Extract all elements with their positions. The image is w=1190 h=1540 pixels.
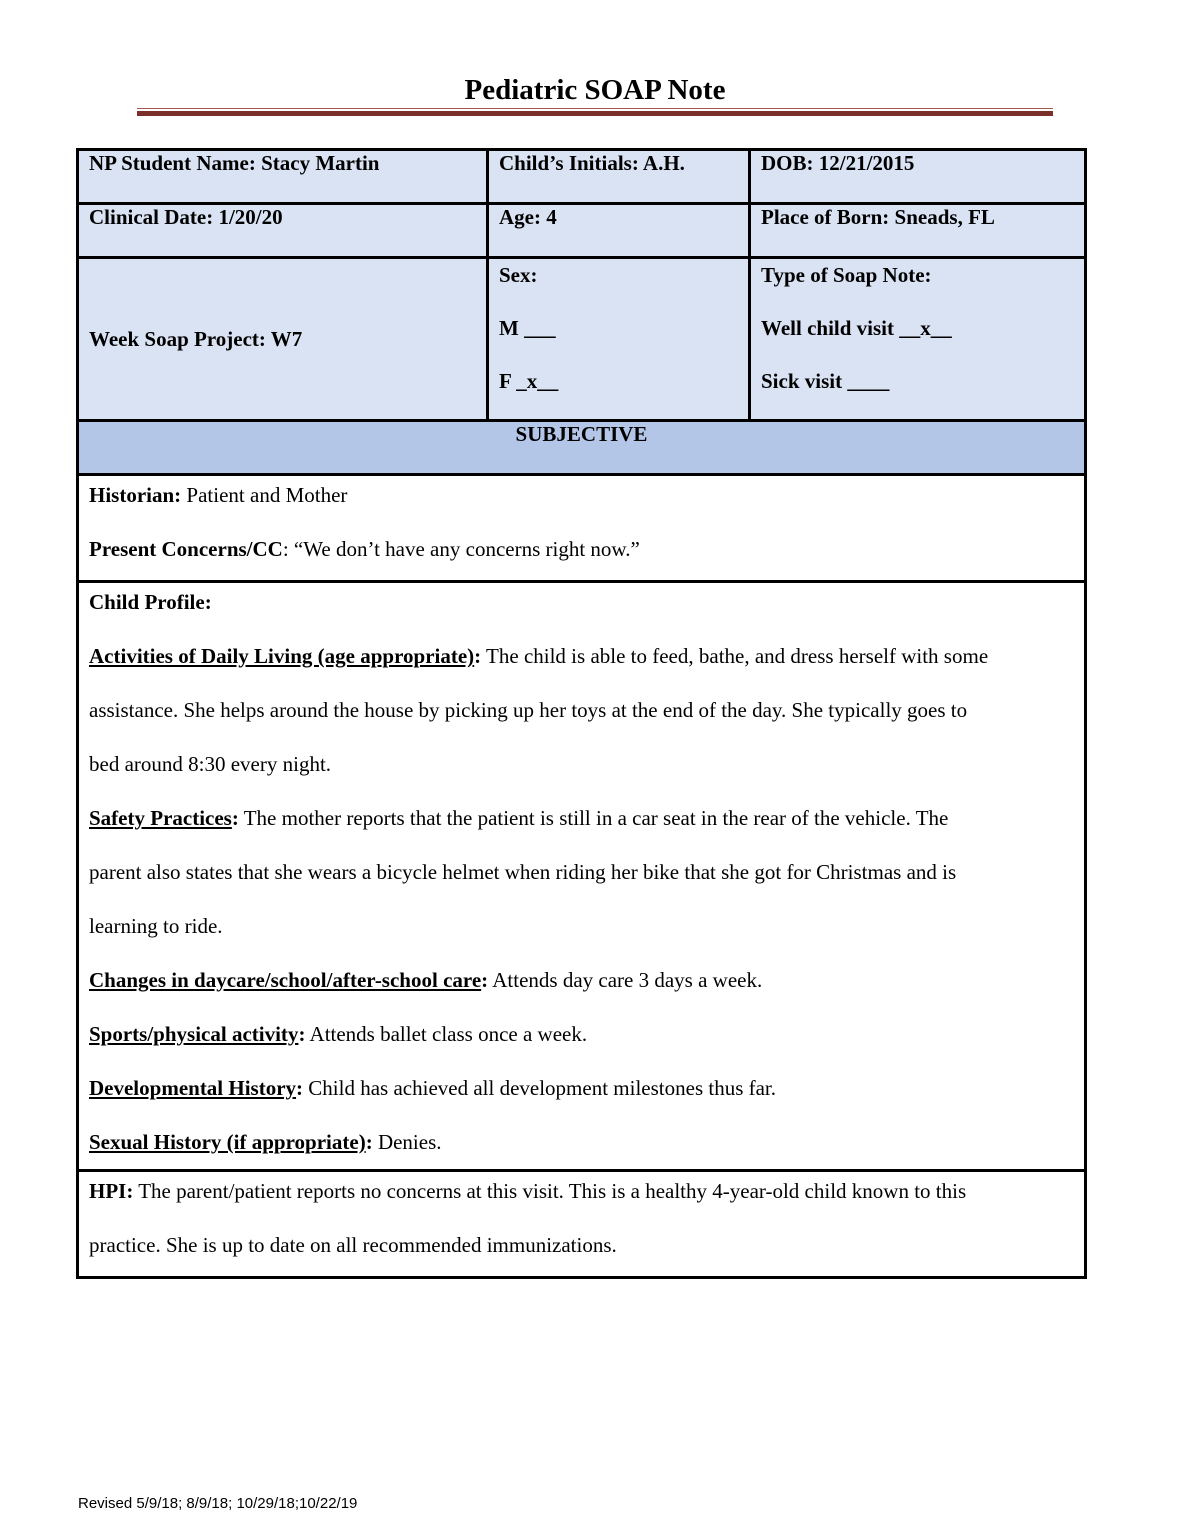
- sick-visit-option: Sick visit ____: [761, 369, 890, 393]
- sex-label: Sex:: [499, 263, 538, 287]
- adl-value-1: The child is able to feed, bathe, and dress herself with some: [481, 644, 989, 668]
- age-cell: Age: 4: [488, 204, 750, 258]
- hpi-cell: [78, 1171, 1086, 1278]
- hpi-label: HPI:: [89, 1179, 134, 1203]
- sex-f-option: F _x__: [499, 369, 559, 393]
- well-child-option: Well child visit __x__: [761, 316, 952, 340]
- historian-value: Patient and Mother: [181, 483, 348, 507]
- student-name-cell: NP Student Name: Stacy Martin: [78, 150, 488, 204]
- header-row-3: [78, 258, 1086, 421]
- dev-line: Developmental History: Child has achieved all development milestones thus far.: [89, 1076, 777, 1100]
- adl-line-1: Activities of Daily Living (age appropriate): The child is able to feed, bathe, and dress herself with some: [89, 644, 989, 668]
- dev-label: Developmental History: [89, 1076, 297, 1100]
- daycare-line: Changes in daycare/school/after-school care: Attends day care 3 days a week.: [89, 968, 763, 992]
- daycare-value: Attends day care 3 days a week.: [488, 968, 763, 992]
- sports-label: Sports/physical activity: [89, 1022, 299, 1046]
- hpi-value-1: The parent/patient reports no concerns at this visit. This is a healthy 4-year-old child known to this: [133, 1179, 967, 1203]
- sexual-value: Denies.: [372, 1130, 442, 1154]
- adl-line-3: bed around 8:30 every night.: [89, 752, 332, 776]
- sports-value: Attends ballet class once a week.: [305, 1022, 588, 1046]
- sexual-line: Sexual History (if appropriate): Denies.: [89, 1130, 442, 1154]
- dob-cell: DOB: 12/21/2015: [750, 150, 1086, 204]
- page-title: Pediatric SOAP Note: [464, 74, 726, 106]
- header-row-1: [78, 150, 1086, 204]
- child-initials-cell: Child’s Initials: A.H.: [488, 150, 750, 204]
- cc-line: [89, 522, 1074, 576]
- subjective-row: [78, 421, 1086, 475]
- historian-cell: [78, 475, 1086, 582]
- safety-value-1: The mother reports that the patient is still in a car seat in the rear of the vehicle. The: [238, 806, 949, 830]
- subjective-heading: SUBJECTIVE: [78, 421, 1086, 475]
- child-profile-row: [78, 582, 1086, 1171]
- title-rule-thin: [137, 108, 1053, 109]
- sex-m-option: M ___: [499, 316, 556, 340]
- title-rule-thick: [137, 111, 1053, 116]
- adl-line-2: assistance. She helps around the house by picking up her toys at the end of the day. She typically goes to: [89, 698, 968, 722]
- soap-table: [76, 148, 1087, 1279]
- safety-line-3: learning to ride.: [89, 914, 223, 938]
- hpi-row: [78, 1171, 1086, 1278]
- header-row-2: [78, 204, 1086, 258]
- historian-row: [78, 475, 1086, 582]
- sexual-label: Sexual History (if appropriate): [89, 1130, 366, 1154]
- cc-value: : “We don’t have any concerns right now.”: [282, 537, 640, 561]
- safety-line-2: parent also states that she wears a bicycle helmet when riding her bike that she got for Christmas and is: [89, 860, 957, 884]
- sex-cell: [488, 258, 750, 421]
- child-profile-label: Child Profile:: [89, 590, 212, 614]
- historian-line: [89, 468, 1074, 522]
- safety-line-1: Safety Practices: The mother reports that the patient is still in a car seat in the rear of the vehicle. The: [89, 806, 949, 830]
- week-project-cell: Week Soap Project: W7: [78, 258, 488, 421]
- daycare-label: Changes in daycare/school/after-school care: [89, 968, 482, 992]
- adl-label: Activities of Daily Living (age appropriate): [89, 644, 475, 668]
- clinical-date-cell: Clinical Date: 1/20/20: [78, 204, 488, 258]
- place-of-birth-cell: Place of Born: Sneads, FL: [750, 204, 1086, 258]
- hpi-line-1: [89, 1164, 1074, 1218]
- dev-value: Child has achieved all development milestones thus far.: [303, 1076, 777, 1100]
- cc-label: Present Concerns/CC: [89, 537, 283, 561]
- note-type-cell: [750, 258, 1086, 421]
- hpi-line-2: practice. She is up to date on all recommended immunizations.: [89, 1233, 617, 1257]
- child-profile-cell: [78, 582, 1086, 1171]
- historian-label: Historian:: [89, 483, 182, 507]
- revision-footer: Revised 5/9/18; 8/9/18; 10/29/18;10/22/19: [78, 1495, 358, 1512]
- safety-label: Safety Practices: [89, 806, 232, 830]
- sports-line: Sports/physical activity: Attends ballet class once a week.: [89, 1022, 588, 1046]
- note-type-label: Type of Soap Note:: [761, 263, 932, 287]
